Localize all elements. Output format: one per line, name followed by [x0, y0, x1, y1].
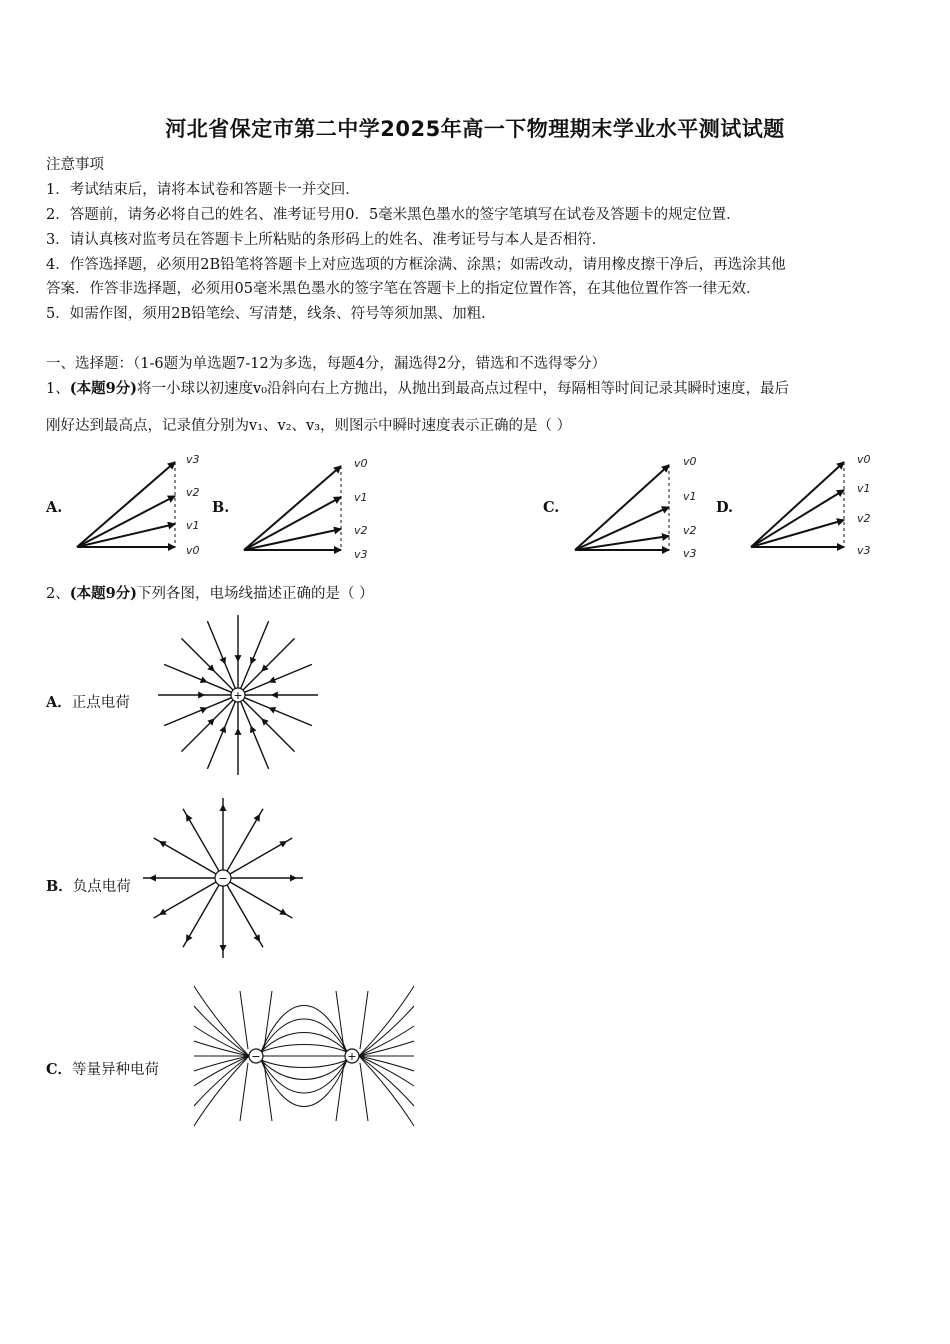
field-arrow	[235, 728, 242, 735]
velocity-label: v3	[186, 453, 200, 466]
field-arrow	[198, 692, 205, 699]
q1-option-c-letter[interactable]: C.	[543, 499, 560, 516]
velocity-label: v0	[354, 457, 368, 470]
field-line	[194, 1056, 249, 1071]
field-line	[359, 1041, 414, 1056]
section-heading: 一、选择题：（1-6题为单选题7-12为多选，每题4分，漏选得2分，错选和不选得零分）	[46, 356, 607, 372]
field-arrow	[235, 655, 242, 662]
question-number: 1、	[46, 381, 70, 397]
field-arrow	[220, 804, 227, 811]
q2-option-a[interactable]	[46, 691, 130, 712]
velocity-label: v2	[683, 524, 697, 537]
field-line	[359, 1056, 414, 1086]
velocity-label: v0	[186, 544, 200, 557]
option-label: 正点电荷	[71, 695, 130, 711]
charge-sign: −	[218, 872, 228, 885]
field-line	[261, 1006, 347, 1053]
field-line	[261, 1060, 347, 1093]
velocity-label: v0	[857, 453, 871, 466]
page-title: 河北省保定市第二中学2025年高一下物理期末学业水平测试试题	[165, 117, 785, 141]
q1-diagram-b	[237, 450, 377, 560]
field-line	[359, 1056, 414, 1071]
q1-diagram-c	[568, 450, 708, 560]
q2-diagram-b	[143, 798, 307, 962]
charge-sign: −	[251, 1050, 261, 1063]
option-label: 等量异种电荷	[72, 1062, 160, 1078]
notice-item: 答案．作答非选择题，必须用05毫米黑色墨水的签字笔在答题卡上的指定位置作答，在其他位置作答一律无效．	[46, 281, 761, 297]
field-arrow	[149, 875, 156, 882]
field-line	[261, 1060, 347, 1080]
velocity-label: v3	[683, 547, 697, 560]
option-label: 负点电荷	[72, 879, 131, 895]
velocity-label: v1	[857, 482, 871, 495]
notice-item: 5．如需作图，须用2B铅笔绘、写清楚，线条、符号等须加黑、加粗．	[46, 306, 496, 322]
field-line	[240, 991, 248, 1049]
velocity-label: v2	[354, 524, 368, 537]
question-score: (本题9分)	[69, 585, 138, 602]
field-line	[240, 1063, 248, 1121]
notice-item: 4．作答选择题，必须用2B铅笔将答题卡上对应选项的方框涂满、涂黑；如需改动，请用橡皮擦干净后，再选涂其他	[46, 257, 786, 273]
q1-diagram-a	[70, 450, 210, 560]
charge-sign: +	[347, 1050, 357, 1063]
field-arrow	[290, 875, 297, 882]
question-score: (本题9分)	[69, 380, 138, 397]
notice-item: 2．答题前，请务必将自己的姓名、准考证号用0．5毫米黑色墨水的签字笔填写在试卷及答题卡的规定位置．	[46, 207, 741, 223]
field-line	[359, 1026, 414, 1056]
field-line	[360, 991, 368, 1049]
field-line	[194, 1026, 249, 1056]
question-1-line1	[46, 377, 789, 398]
velocity-label: v3	[857, 544, 871, 557]
field-arrow	[271, 692, 278, 699]
velocity-label: v2	[857, 512, 871, 525]
question-1-line2: 刚好达到最高点，记录值分别为v₁、v₂、v₃，则图示中瞬时速度表示正确的是（ ）	[46, 418, 572, 434]
q1-diagram-d	[744, 450, 884, 560]
q2-diagram-c	[186, 985, 426, 1127]
field-line	[261, 1060, 347, 1107]
field-line	[261, 1033, 347, 1053]
question-text: 下列各图，电场线描述正确的是（ ）	[137, 586, 374, 602]
field-line	[261, 1045, 347, 1053]
velocity-label: v3	[354, 548, 368, 561]
velocity-label: v1	[186, 519, 200, 532]
q1-option-d-letter[interactable]: D.	[716, 499, 734, 516]
field-line	[261, 1060, 347, 1068]
notice-item: 3．请认真核对监考员在答题卡上所粘贴的条形码上的姓名、准考证号与本人是否相符．	[46, 232, 607, 248]
q2-option-b[interactable]	[46, 875, 131, 896]
field-line	[194, 1041, 249, 1056]
charge-sign: +	[233, 689, 243, 702]
q1-option-a-letter[interactable]: A.	[46, 499, 63, 516]
velocity-label: v2	[186, 486, 200, 499]
q1-option-b-letter[interactable]: B.	[212, 499, 230, 516]
field-line	[261, 1019, 347, 1052]
option-letter: B．	[46, 878, 73, 895]
field-line	[194, 1056, 249, 1086]
question-number: 2、	[46, 586, 70, 602]
notice-heading: 注意事项	[46, 157, 104, 173]
option-letter: C．	[46, 1061, 73, 1078]
q2-diagram-a	[158, 615, 322, 779]
velocity-label: v1	[354, 491, 368, 504]
option-letter: A．	[46, 694, 72, 711]
velocity-label: v1	[683, 490, 697, 503]
velocity-label: v0	[683, 455, 697, 468]
field-arrow	[220, 945, 227, 952]
question-text: 将一小球以初速度v₀沿斜向右上方抛出，从抛出到最高点过程中，每隔相等时间记录其瞬时速度，最后	[137, 381, 790, 397]
question-2	[46, 582, 374, 603]
notice-item: 1．考试结束后，请将本试卷和答题卡一并交回．	[46, 182, 360, 198]
field-line	[360, 1063, 368, 1121]
q2-option-c[interactable]	[46, 1058, 159, 1079]
